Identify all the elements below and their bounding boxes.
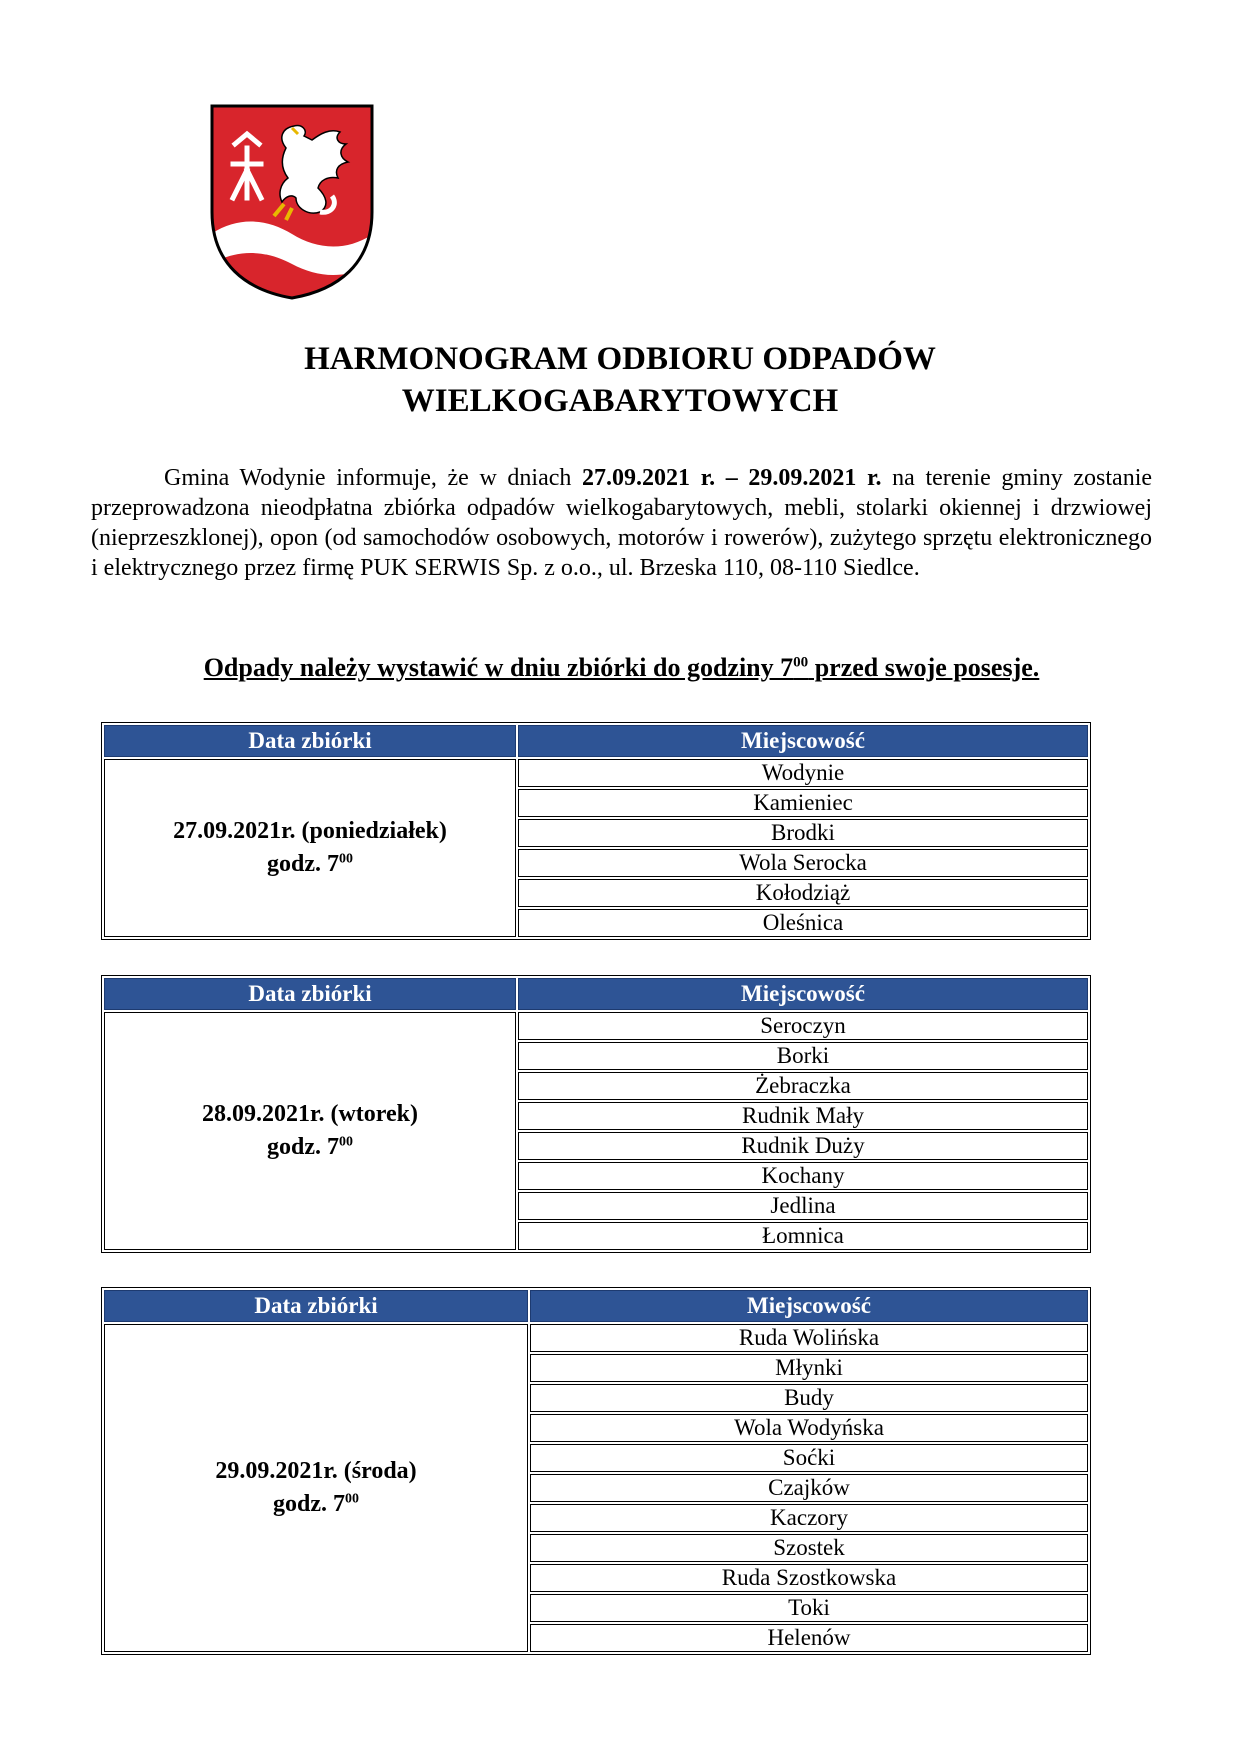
place-cell: Wola Serocka [518, 849, 1088, 877]
place-cell: Oleśnica [518, 909, 1088, 937]
place-cell: Jedlina [518, 1192, 1088, 1220]
place-cell: Soćki [530, 1444, 1088, 1472]
place-cell: Kołodziąż [518, 879, 1088, 907]
place-cell: Młynki [530, 1354, 1088, 1382]
collection-time: godz. $7^{00}$ [267, 1134, 353, 1160]
intro-dates: 27.09.2021 r. – 29.09.2021 r. [582, 465, 882, 491]
place-cell: Kochany [518, 1162, 1088, 1190]
collection-date: 27.09.2021r. (poniedziałek) [173, 818, 447, 844]
place-cell: Czajków [530, 1474, 1088, 1502]
header-place: Miejscowość [518, 725, 1088, 757]
place-cell: Szostek [530, 1534, 1088, 1562]
collection-time: godz. $7^{00}$ [267, 851, 353, 877]
intro-text-1: Gmina Wodynie informuje, że w dniach [164, 465, 583, 491]
header-date: Data zbiórki [104, 1290, 528, 1322]
collection-date-cell [104, 759, 516, 937]
place-cell: Helenów [530, 1624, 1088, 1652]
place-cell: Ruda Wolińska [530, 1324, 1088, 1352]
place-cell: Ruda Szostkowska [530, 1564, 1088, 1592]
title-line-1: HARMONOGRAM ODBIORU ODPADÓW [304, 341, 936, 377]
place-cell: Seroczyn [518, 1012, 1088, 1040]
notice-text-end: przed swoje posesje. [808, 653, 1040, 682]
place-cell: Wola Wodyńska [530, 1414, 1088, 1442]
schedule-table-3 [101, 1287, 1091, 1655]
header-place: Miejscowość [530, 1290, 1088, 1322]
schedule-table-1 [101, 722, 1091, 940]
notice-sup: 00 [793, 654, 809, 671]
header-place: Miejscowość [518, 978, 1088, 1010]
place-cell: Wodynie [518, 759, 1088, 787]
title-line-2: WIELKOGABARYTOWYCH [401, 383, 839, 419]
place-cell: Budy [530, 1384, 1088, 1412]
place-cell: Żebraczka [518, 1072, 1088, 1100]
collection-date-cell [104, 1324, 528, 1652]
header-date: Data zbiórki [104, 978, 516, 1010]
intro-paragraph [91, 463, 1152, 583]
place-cell: Rudnik Duży [518, 1132, 1088, 1160]
header-date: Data zbiórki [104, 725, 516, 757]
collection-date-cell [104, 1012, 516, 1250]
collection-date: 29.09.2021r. (środa) [215, 1458, 417, 1484]
page-title [100, 338, 1140, 422]
place-cell: Brodki [518, 819, 1088, 847]
place-cell: Rudnik Mały [518, 1102, 1088, 1130]
schedule-table-2 [101, 975, 1091, 1253]
notice-text: Odpady należy wystawić w dniu zbiórki do godziny 7 [203, 653, 794, 682]
collection-time: godz. $7^{00}$ [273, 1491, 359, 1517]
place-cell: Kaczory [530, 1504, 1088, 1532]
place-cell: Łomnica [518, 1222, 1088, 1250]
collection-notice [91, 653, 1152, 683]
intro-text-2: na terenie gminy zostanie przeprowadzona nieodpłatna zbiórka odpadów wielkogabarytowych, mebli, stolarki okiennej i drzwiowej (nieprzeszklonej), opon (od samochodów osobowych, motorów i rowerów), zużytego sprzętu elektronicznego i elektrycznego przez firmę PUK SERWIS Sp. z o.o., ul. Brzeska 110, 08-110 Siedlce. [91, 465, 1153, 581]
collection-date: 28.09.2021r. (wtorek) [202, 1101, 418, 1127]
place-cell: Borki [518, 1042, 1088, 1070]
coat-of-arms-logo [208, 104, 376, 300]
place-cell: Toki [530, 1594, 1088, 1622]
place-cell: Kamieniec [518, 789, 1088, 817]
